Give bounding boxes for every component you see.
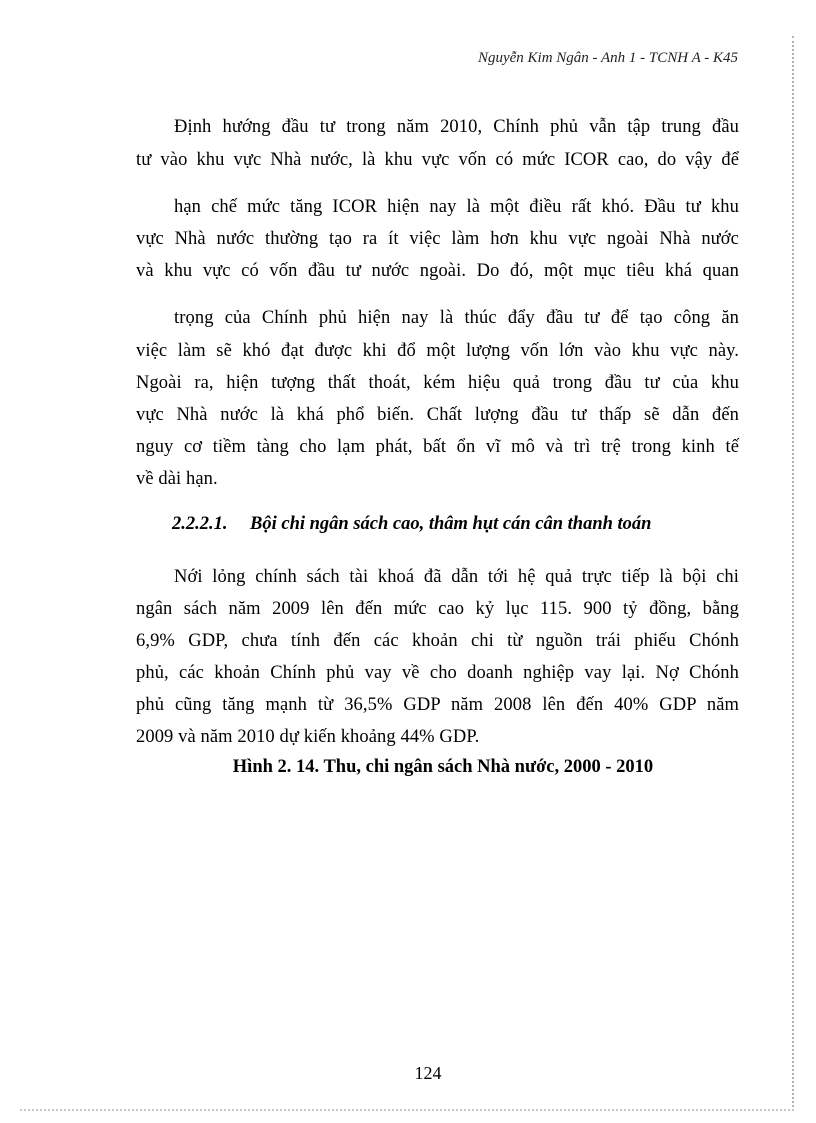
paragraph-2-line-3: và khu vực có vốn đầu tư nước ngoài. Do đó, một mục tiêu khá quan [136, 261, 739, 281]
running-header: Nguyễn Kim Ngân - Anh 1 - TCNH A - K45 [477, 50, 738, 66]
section-paragraph-line-5: phủ cũng tăng mạnh từ 36,5% GDP năm 2008 lên đến 40% GDP năm [136, 695, 739, 715]
figure-caption: Hình 2. 14. Thu, chi ngân sách Nhà nước, 2000 - 2010 [232, 757, 654, 777]
paragraph-3-line-4: vực Nhà nước là khá phổ biến. Chất lượng đầu tư thấp sẽ dẫn đến [136, 405, 739, 425]
section-paragraph-line-2: ngân sách năm 2009 lên đến mức cao kỷ lục 115. 900 tỷ đồng, bằng [136, 599, 739, 619]
paragraph-3-line-6: về dài hạn. [136, 469, 218, 489]
section-paragraph-line-3: 6,9% GDP, chưa tính đến các khoản chi từ nguồn trái phiếu Chónh [136, 631, 739, 651]
page-border-bottom [20, 1109, 794, 1111]
paragraph-1-line-2: tư vào khu vực Nhà nước, là khu vực vốn có mức ICOR cao, do vậy để [136, 150, 739, 170]
page-number: 124 [414, 1063, 442, 1083]
section-number: 2.2.2.1. [172, 514, 228, 534]
paragraph-2-line-2: vực Nhà nước thường tạo ra ít việc làm hơn khu vực ngoài Nhà nước [136, 229, 739, 249]
paragraph-2-line-1: hạn chế mức tăng ICOR hiện nay là một điều rất khó. Đầu tư khu [174, 197, 739, 217]
paragraph-3-line-5: nguy cơ tiềm tàng cho lạm phát, bất ổn vĩ mô và trì trệ trong kinh tế [136, 437, 739, 457]
section-paragraph-line-6: 2009 và năm 2010 dự kiến khoảng 44% GDP. [136, 727, 480, 747]
paragraph-3-line-3: Ngoài ra, hiện tượng thất thoát, kém hiệu quả trong đầu tư của khu [136, 373, 739, 393]
paragraph-3-line-1: trọng của Chính phủ hiện nay là thúc đẩy đầu tư để tạo công ăn [174, 308, 739, 328]
section-title: Bội chi ngân sách cao, thâm hụt cán cân thanh toán [250, 514, 652, 534]
section-paragraph-line-4: phủ, các khoản Chính phủ vay về cho doanh nghiệp vay lại. Nợ Chónh [136, 663, 739, 683]
paragraph-1-line-1: Định hướng đầu tư trong năm 2010, Chính phủ vẫn tập trung đầu [174, 117, 739, 137]
section-heading [172, 514, 651, 535]
paragraph-3-line-2: việc làm sẽ khó đạt được khi đổ một lượng vốn lớn vào khu vực này. [136, 341, 739, 361]
section-paragraph-line-1: Nới lỏng chính sách tài khoá đã dẫn tới hệ quả trực tiếp là bội chi [174, 567, 739, 587]
page-border-right [792, 36, 794, 1111]
